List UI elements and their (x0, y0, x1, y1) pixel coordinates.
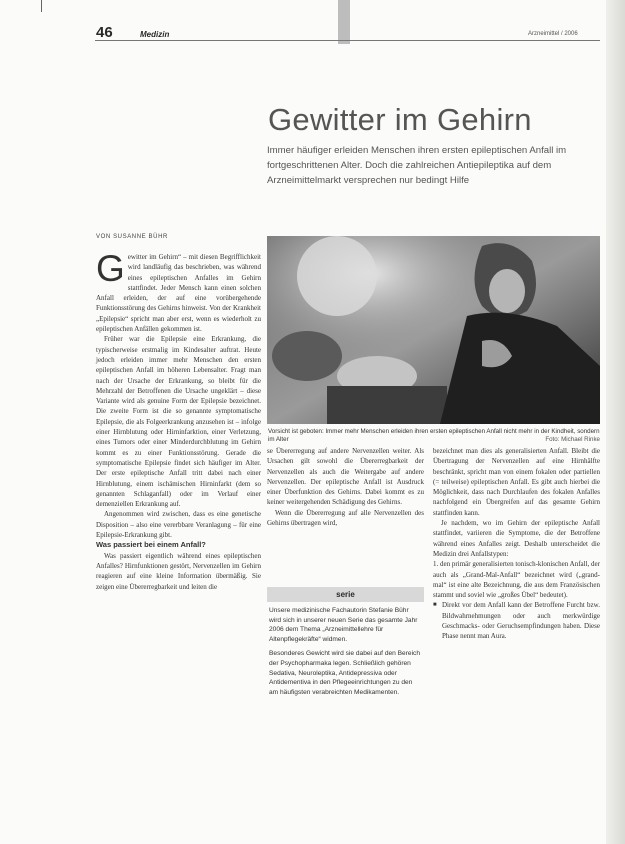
bullet-item: ■ Direkt vor dem Anfall kann der Betroffene Furcht bzw. Bildwahrnehmungen oder auch merkwürdige Geschmacks- oder Geruchsempfindungen haben. Diese Phase nennt man Aura. (433, 600, 600, 641)
series-paragraph: Unsere medizinische Fachautorin Stefanie Bühr wird sich in unserer neuen Serie das gesamte Jahr 2006 dem Thema „Arzneimittellehre für Altenpflegekräfte“ widmen. (269, 607, 418, 643)
bullet-list (433, 600, 600, 641)
body-paragraph: Je nachdem, wo im Gehirn der epileptische Anfall stattfindet, variieren die Symptome, die der Betroffene während eines Anfalles zeigt. Deshalb unterscheidet die Medizin drei Anfallstypen: (433, 519, 600, 558)
section-label: Medizin (140, 30, 170, 39)
body-paragraph: Was passiert eigentlich während eines epileptischen Anfalles? Hirnfunktionen gestört, Nervenzellen im Gehirn reagieren auf eine kleine Information übermäßig. Sie zeigen eine Übererregbarkeit und leiten die (96, 551, 261, 591)
article-title: Gewitter im Gehirn (268, 102, 532, 137)
series-box-body (267, 602, 424, 706)
series-box (267, 587, 424, 706)
photo-illustration (267, 236, 600, 424)
body-paragraph: Angenommen wird zwischen, dass es eine genetische Disposition – also eine vererbbare Veranlagung – für eine Epilepsie-Erkrankung gibt. (96, 510, 261, 540)
magazine-issue: Arzneimittel / 2006 (528, 31, 578, 37)
scan-edge-shadow (606, 0, 625, 844)
list-item: 1. den primär generalisierten tonisch-klonischen Anfall, der auch als „Grand-Mal-Anfall“ bezeichnet wird („grand-mal“ ist eine alte Bezeichnung, die aus dem Französischen stammt und soviel wie „großes Übel“ bedeutet). (433, 560, 600, 600)
body-paragraph: se Übererregung auf andere Nervenzellen weiter. Als Ursachen gilt sowohl die Übererregbarkeit der Nervenzellen als auch die Weitergabe auf andere Nervenzellen. Der epileptische Anfall ist Ausdruck einer Überfunktion des Gehirns. Dabei kommt es zu keiner weitergehenden Schädigung des Gehirns. (267, 447, 424, 507)
page-number: 46 (96, 24, 113, 41)
drop-cap: G (96, 248, 125, 289)
photo-credit: Foto: Michael Rinke (545, 436, 600, 443)
article-column-3 (433, 446, 600, 642)
series-box-title: serie (267, 587, 424, 602)
article-column-2 (267, 446, 424, 528)
article-photo (267, 236, 600, 424)
subheading: Was passiert bei einem Anfall? (96, 540, 206, 550)
article-lead: Immer häufiger erleiden Menschen ihren ersten epileptischen Anfall im fortgeschrittenen Alter. Doch die zahlreichen Antiepileptika auf dem Arzneimittelmarkt versprechen nur bedingt Hilfe (267, 145, 567, 186)
body-paragraph: bezeichnet man dies als generalisierten Anfall. Bleibt die Übertragung der Nervenzellen auf eine Hirnhälfte beschränkt, spricht man von einem fokalen oder partiellen (= teilweise) epileptischen Anfall. Es gibt auch hierbei die Möglichkeit, dass nach Durchlaufen des fokalen Anfalles nachfolgend ein Übergreifen auf das gesamte Gehirn stattfinden kann. (433, 447, 600, 517)
header-rule (95, 40, 600, 41)
article-column-1 (96, 248, 261, 592)
intro-paragraph: Gewitter im Gehirn“ – mit diesen Begrifflichkeit wird landläufig das beschrieben, was während eines epileptischen Anfalles im Gehirn stattfindet. Jeder Mensch kann einen solchen Anfall erleiden, der auf eine vorübergehende Funktionsstörung des Gehirns hinweist. Von der Krankheit „Epilepsie“ spricht man aber erst, wenn es wiederholt zu epileptischen Anfällen gekommen ist. (96, 248, 261, 334)
body-paragraph: Wenn die Übererregung auf alle Nervenzellen des Gehirns übertragen wird, (267, 508, 424, 528)
byline: VON SUSANNE BÜHR (96, 234, 168, 240)
body-paragraph: Früher war die Epilepsie eine Erkrankung, die typischerweise erstmalig im Kindesalter auftrat. Heute jedoch erleiden immer mehr Menschen den ersten epileptischen Anfall im höheren Lebensalter. Fragt man nach der Ursache der Erkrankung, so bleibt für die Mehrzahl der Betroffenen die Ursache ungeklärt – diese Variante wird als genuine Form der Epilepsie bezeichnet. Die zweite Form ist die so genannte symptomatische Epilepsie, die als Folgeerkrankung anzusehen ist – infolge einer Hirnblutung oder Hirninfarktion, einer Verletzung, eines Tumors oder einer Minderdurchblutung im Gehirn kommt es zu einer Funktionsstörung. Gerade die symptomatische Epilepsie findet sich häufiger im Alter. Der erste epileptische Anfall tritt dabei nach einer Hirnblutung, einem ischämischen Hirninfarkt (dem so genannten Schlaganfall) oder im Verlauf einer demenziellen Erkrankung auf. (96, 335, 261, 509)
page-tab-marker (338, 0, 350, 44)
crop-mark (41, 0, 42, 12)
photo-caption: Vorsicht ist geboten: Immer mehr Menschen erleiden ihren ersten epileptischen Anfall nicht mehr in der Kindheit, sondern im Alter Foto: Michael Rinke (268, 428, 600, 443)
series-paragraph: Besonderes Gewicht wird sie dabei auf den Bereich der Psychopharmaka legen. Schließlich gehören Sedativa, Neuroleptika, Antidepressiva oder Antidementiva in den Pflegeeinrichtungen zu den am häufigsten verabreichten Medikamenten. (269, 650, 421, 696)
